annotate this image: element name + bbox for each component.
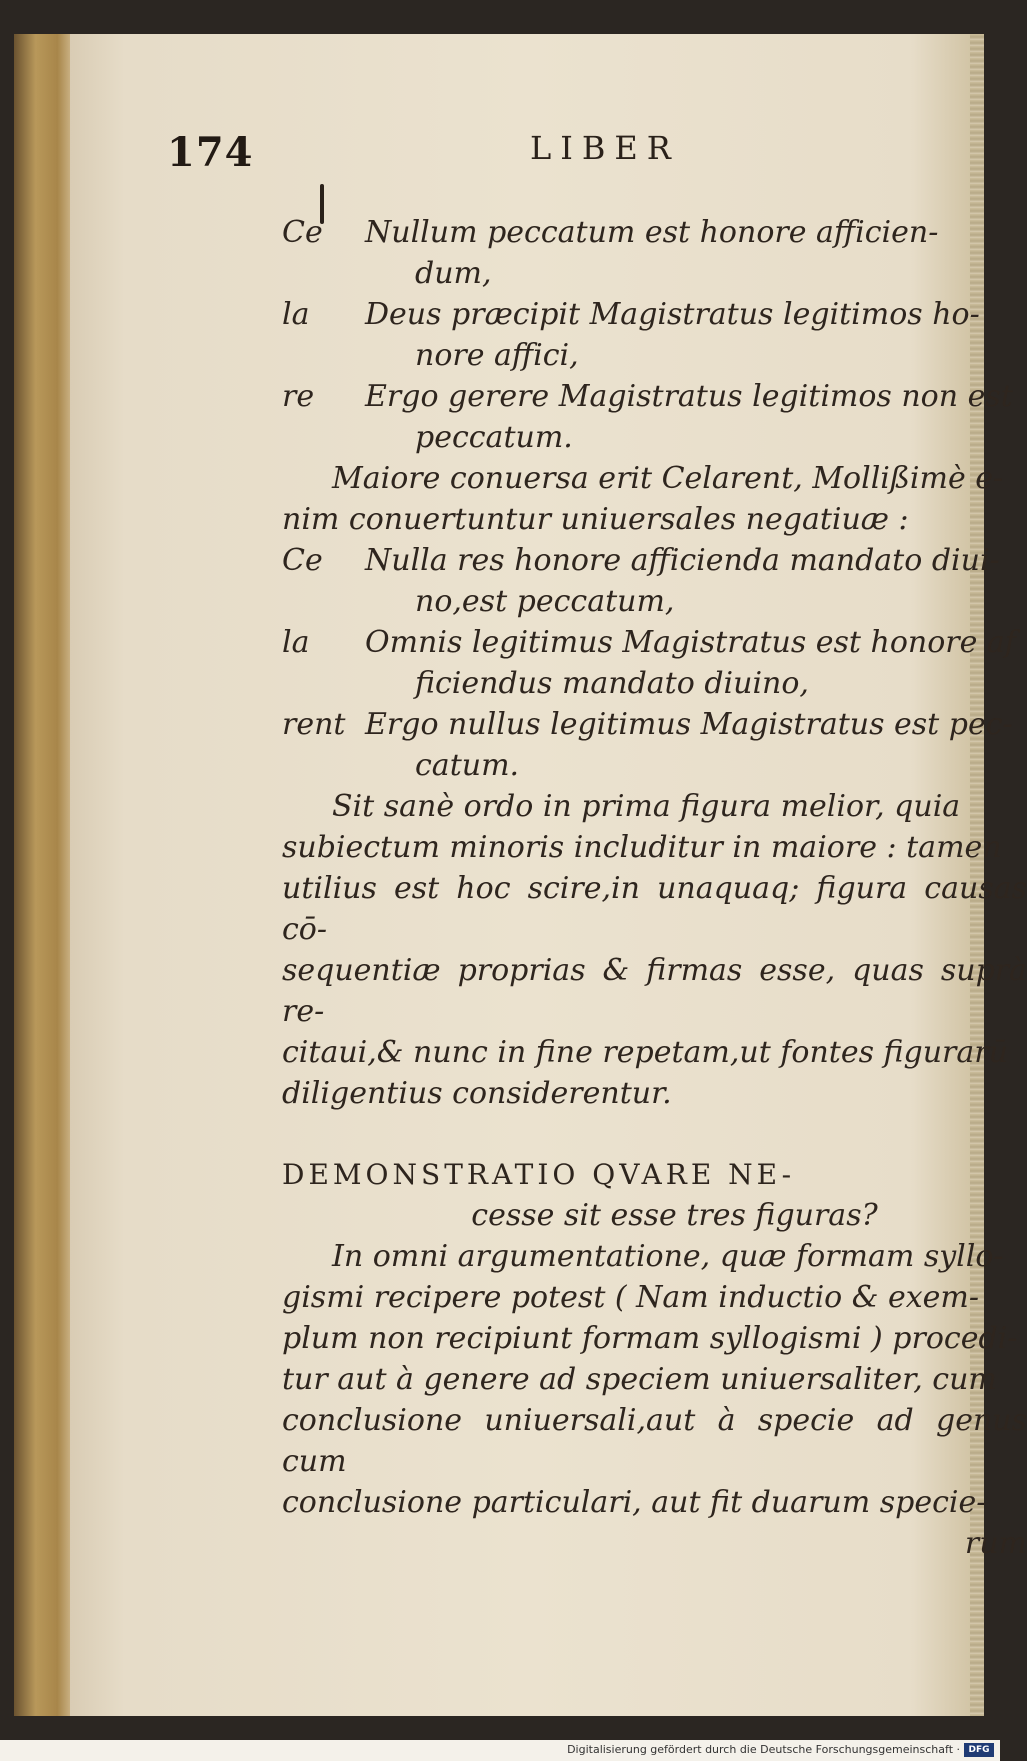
- text-line: gismi recipere potest ( Nam inductio & exem-: [282, 1280, 980, 1315]
- text-line: Maiore conuersa erit Celarent, Mollißimè e-: [332, 461, 1004, 496]
- footer-bar: [0, 1740, 1000, 1761]
- running-head: LIBER: [530, 129, 680, 167]
- section-heading: DEMONSTRATIO QVARE NE-: [282, 1158, 796, 1191]
- paragraph: [282, 786, 1027, 1114]
- syllogism-line: [282, 540, 1027, 622]
- premise-continuation: ficiendus mandato diuino,: [415, 666, 809, 701]
- premise-continuation: catum.: [415, 748, 520, 783]
- page-header: [70, 129, 984, 179]
- premise-continuation: peccatum.: [415, 420, 573, 455]
- text-line: Sit sanè ordo in prima figura melior, quia: [332, 789, 961, 824]
- text-line: plum non recipiunt formam syllogismi ) procedi-: [282, 1321, 1018, 1356]
- page-number: 174: [167, 129, 254, 176]
- catchword: rum: [964, 1526, 1027, 1561]
- syllogism-line: [282, 704, 1027, 786]
- paragraph: [282, 458, 1027, 540]
- premise-text: Nullum peccatum est honore afficien-: [365, 215, 939, 250]
- mood-label: Ce: [282, 543, 323, 578]
- text-line: conclusione uniuersali,aut à specie ad genus cum: [282, 1403, 1027, 1479]
- page-text: [282, 212, 1027, 1564]
- premise-text: Ergo nullus legitimus Magistratus est pec-: [365, 707, 1013, 742]
- premise-text: Deus præcipit Magistratus legitimos ho-: [365, 297, 980, 332]
- text-line: utilius est hoc scire,in unaquaq; figura causas cō-: [282, 871, 1027, 947]
- syllogism-line: [282, 376, 1027, 458]
- text-line: subiectum minoris includitur in maiore : tamen: [282, 830, 1002, 865]
- dfg-logo: DFG: [964, 1743, 994, 1757]
- text-line: citaui,& nunc in fine repetam,ut fontes figurarū: [282, 1035, 1008, 1070]
- mood-label: Ce: [282, 215, 323, 250]
- syllogism-line: [282, 622, 1027, 704]
- mood-label: re: [282, 379, 315, 414]
- premise-continuation: dum,: [415, 256, 492, 291]
- premise-text: Ergo gerere Magistratus legitimos non est: [365, 379, 1013, 414]
- text-line: diligentius considerentur.: [282, 1076, 672, 1111]
- paragraph: [282, 1236, 1027, 1523]
- premise-text: Omnis legitimus Magistratus est honore af: [365, 625, 1016, 660]
- footer-credit: Digitalisierung gefördert durch die Deutsche Forschungsgemeinschaft ·: [567, 1743, 960, 1756]
- syllogism-line: [282, 294, 1027, 376]
- syllogism-line: [282, 212, 1027, 294]
- mood-label: la: [282, 625, 310, 660]
- book-page: [70, 34, 1027, 1716]
- mood-label: rent: [282, 707, 346, 742]
- premise-text: Nulla res honore afficienda mandato diui-: [365, 543, 1000, 578]
- text-line: nim conuertuntur uniuersales negatiuæ :: [282, 502, 909, 537]
- text-line: In omni argumentatione, quæ formam syllo-: [332, 1239, 1004, 1274]
- premise-continuation: nore affici,: [415, 338, 579, 373]
- section-heading-continuation: cesse sit esse tres figuras?: [471, 1198, 878, 1233]
- text-line: sequentiæ proprias & firmas esse, quas suprà re-: [282, 953, 1027, 1029]
- mood-label: la: [282, 297, 310, 332]
- book-spine: [14, 34, 76, 1716]
- text-line: conclusione particulari, aut fit duarum specie-: [282, 1485, 987, 1520]
- premise-continuation: no,est peccatum,: [415, 584, 675, 619]
- text-line: tur aut à genere ad speciem uniuersaliter, cum: [282, 1362, 997, 1397]
